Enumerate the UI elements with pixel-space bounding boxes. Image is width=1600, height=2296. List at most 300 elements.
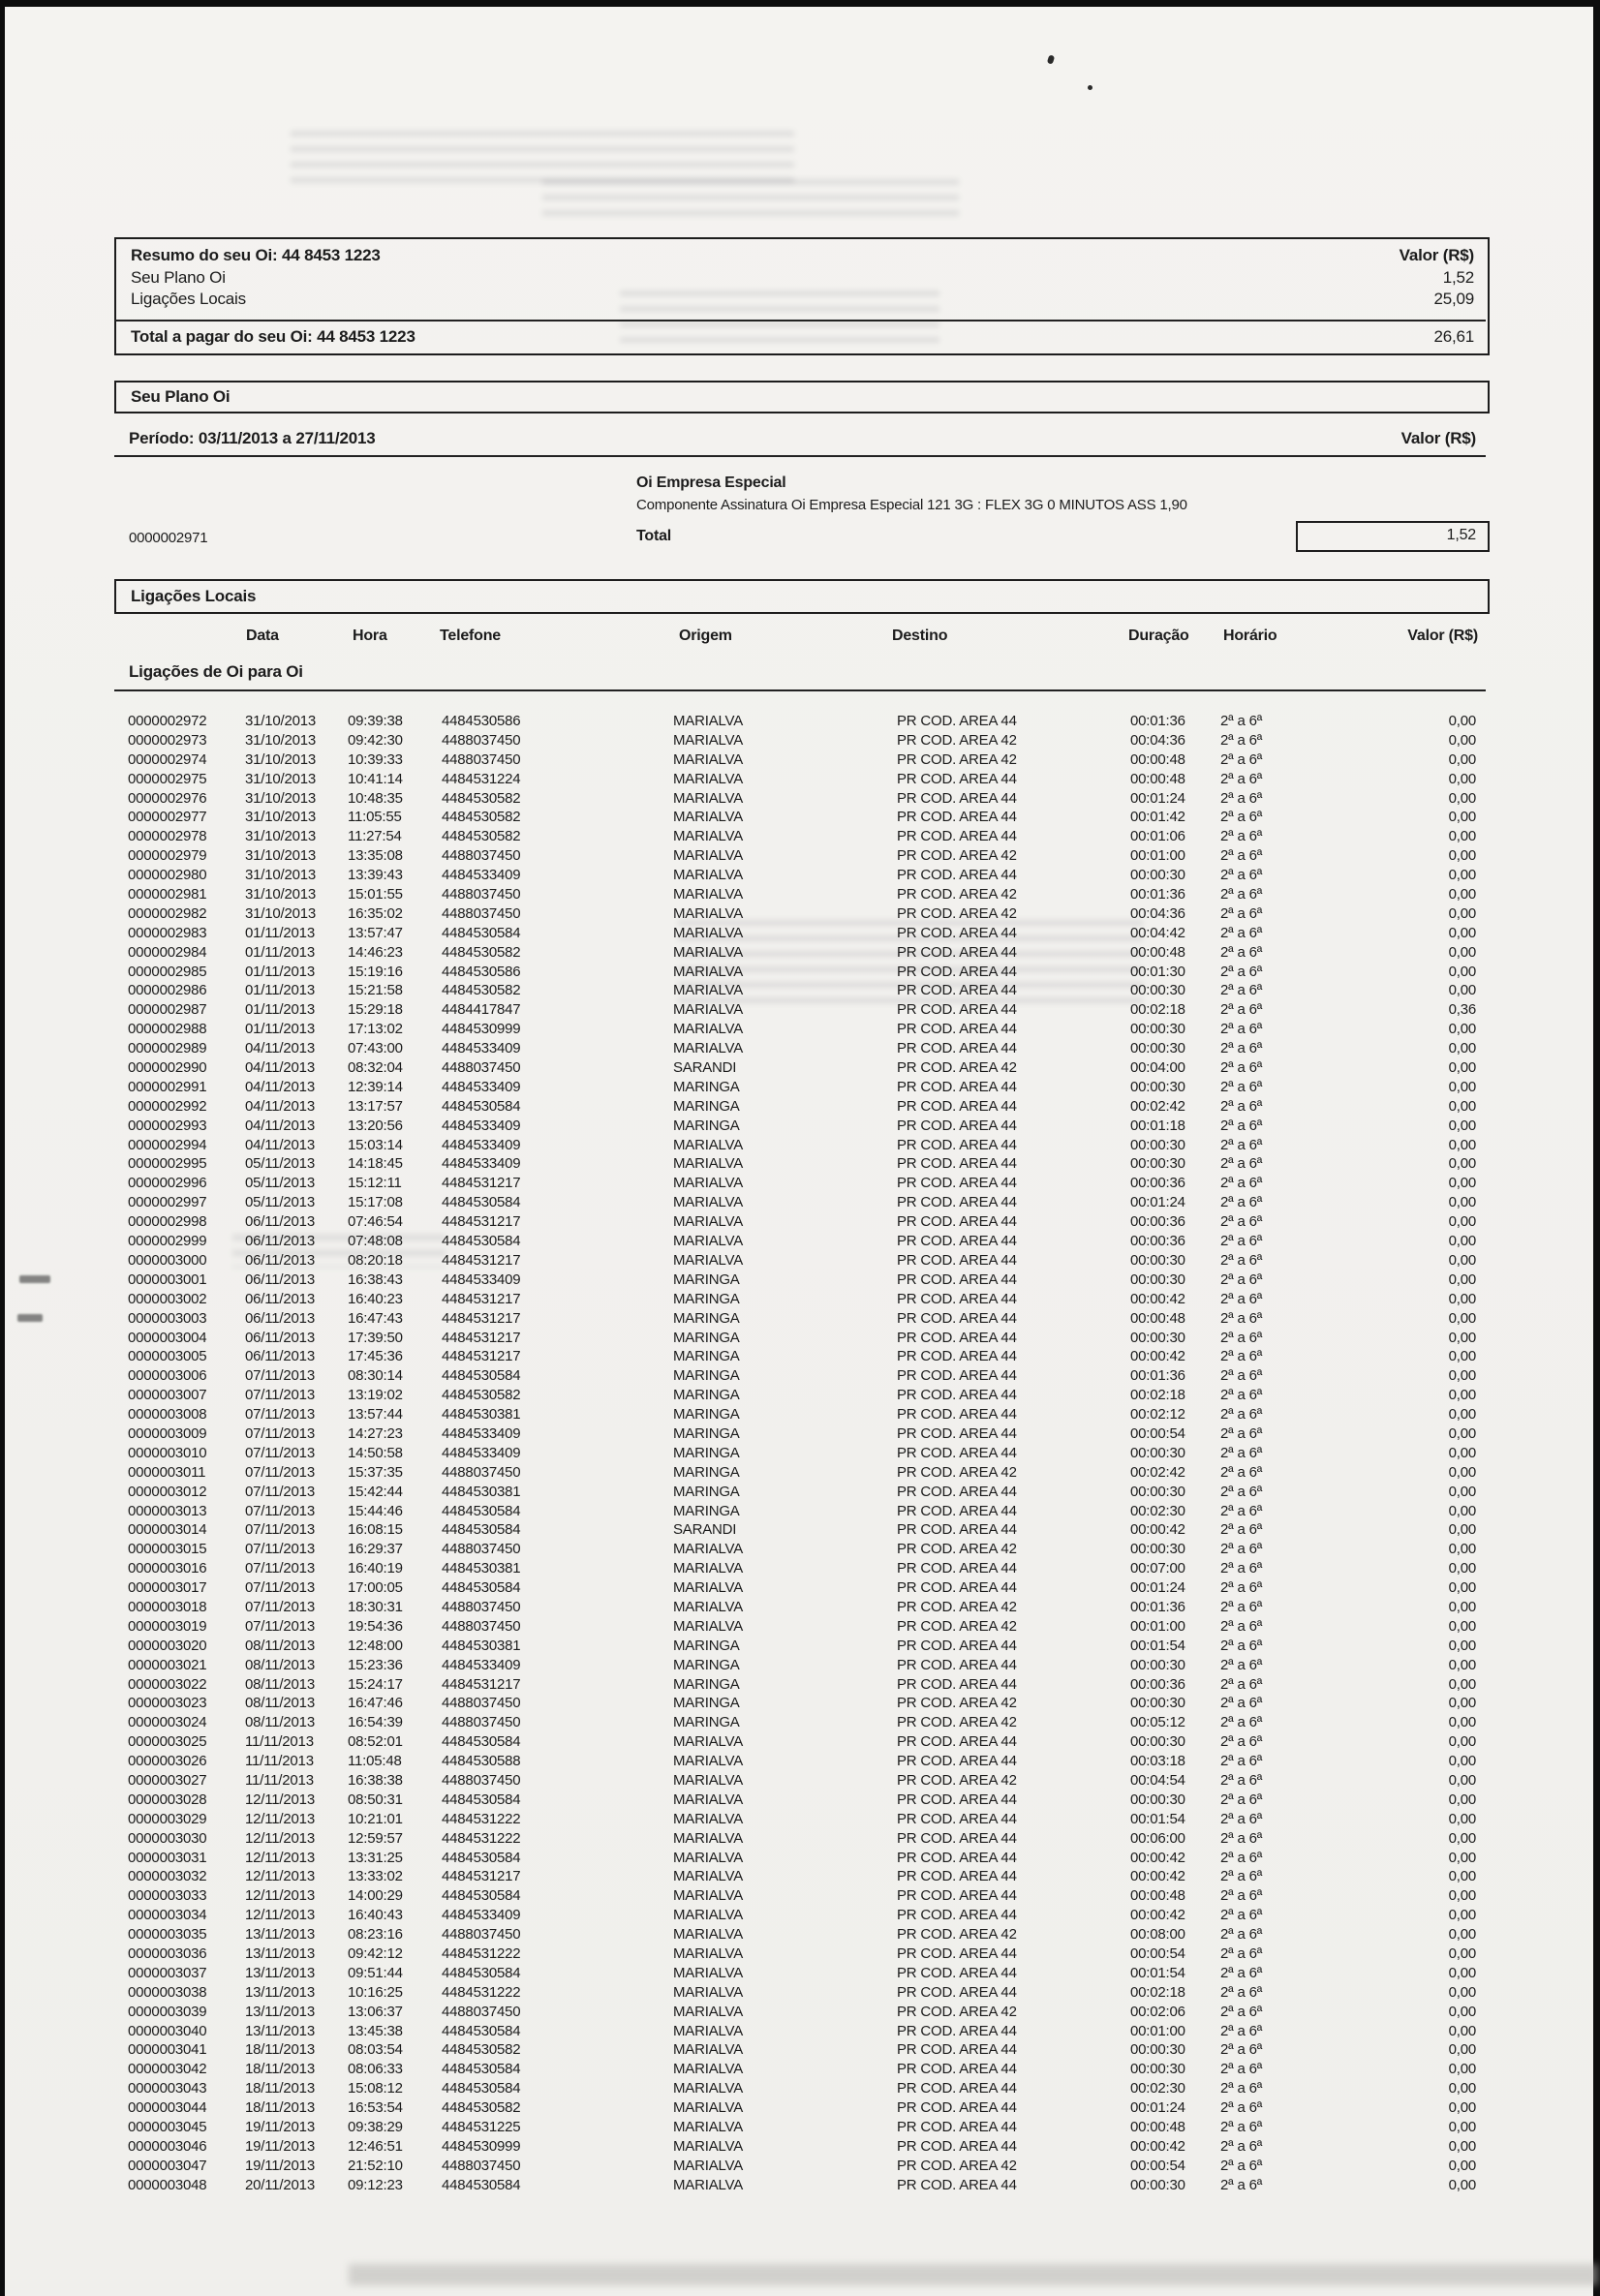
cell-destino: PR COD. AREA 42 (897, 1059, 1017, 1077)
cell-telefone: 4488037450 (442, 731, 521, 749)
cell-data: 12/11/2013 (245, 1868, 315, 1885)
cell-telefone: 4484533409 (442, 1270, 521, 1288)
cell-origem: MARINGA (673, 1444, 740, 1461)
cell-hora: 17:45:36 (348, 1348, 403, 1365)
cell-duracao: 00:00:30 (1130, 2061, 1185, 2078)
cell-horario: 2ª a 6ª (1220, 1155, 1263, 1173)
cell-horario: 2ª a 6ª (1220, 1097, 1263, 1115)
cell-duracao: 00:00:36 (1130, 1675, 1185, 1693)
cell-data: 07/11/2013 (245, 1521, 315, 1539)
cell-data: 13/11/2013 (245, 1983, 315, 2001)
cell-data: 07/11/2013 (245, 1560, 315, 1577)
cell-origem: MARINGA (673, 1270, 740, 1288)
cell-horario: 2ª a 6ª (1220, 1714, 1263, 1731)
plan-total-label: Total (636, 528, 672, 544)
cell-id: 0000003039 (128, 2003, 207, 2020)
cell-duracao: 00:00:30 (1130, 2041, 1185, 2059)
cell-duracao: 00:01:18 (1130, 1117, 1185, 1134)
cell-horario: 2ª a 6ª (1220, 1117, 1263, 1134)
cell-duracao: 00:02:18 (1130, 1001, 1185, 1019)
table-row (0, 1484, 1600, 1503)
cell-telefone: 4488037450 (442, 1771, 521, 1789)
cell-valor: 0,00 (1448, 828, 1476, 845)
cell-destino: PR COD. AREA 42 (897, 731, 1017, 749)
cell-horario: 2ª a 6ª (1220, 1983, 1263, 2001)
cell-id: 0000003028 (128, 1791, 207, 1808)
cell-id: 0000003013 (128, 1502, 207, 1519)
scan-edge-top (0, 0, 1600, 7)
cell-data: 05/11/2013 (245, 1194, 315, 1211)
cell-id: 0000003033 (128, 1887, 207, 1905)
cell-valor: 0,00 (1448, 2080, 1476, 2097)
cell-valor: 0,00 (1448, 1926, 1476, 1944)
cell-origem: MARINGA (673, 1078, 740, 1095)
cell-data: 11/11/2013 (245, 1753, 314, 1770)
cell-id: 0000003029 (128, 1810, 207, 1827)
table-row (0, 1021, 1600, 1040)
cell-horario: 2ª a 6ª (1220, 1444, 1263, 1461)
cell-hora: 07:46:54 (348, 1213, 403, 1231)
cell-destino: PR COD. AREA 42 (897, 2157, 1017, 2174)
cell-telefone: 4484531217 (442, 1251, 521, 1269)
cell-telefone: 4484530584 (442, 1521, 521, 1539)
cell-horario: 2ª a 6ª (1220, 1771, 1263, 1789)
cell-destino: PR COD. AREA 44 (897, 1483, 1017, 1500)
cell-telefone: 4484417847 (442, 1001, 521, 1019)
cell-hora: 15:08:12 (348, 2080, 403, 2097)
table-row (0, 1503, 1600, 1522)
cell-duracao: 00:01:24 (1130, 2099, 1185, 2117)
cell-origem: MARIALVA (673, 1579, 744, 1597)
cell-valor: 0,00 (1448, 1136, 1476, 1153)
cell-horario: 2ª a 6ª (1220, 770, 1263, 787)
table-row (0, 1464, 1600, 1484)
cell-data: 06/11/2013 (245, 1233, 315, 1250)
cell-data: 07/11/2013 (245, 1617, 315, 1635)
cell-origem: MARIALVA (673, 1849, 744, 1866)
cell-id: 0000003036 (128, 1945, 207, 1962)
cell-telefone: 4484533409 (442, 1907, 521, 1924)
cell-destino: PR COD. AREA 44 (897, 1444, 1017, 1461)
cell-valor: 0,00 (1448, 982, 1476, 999)
plan-item-id: 0000002971 (129, 530, 208, 546)
bleed-through-artifact (349, 2264, 1598, 2285)
cell-valor: 0,00 (1448, 1309, 1476, 1327)
cell-hora: 13:20:56 (348, 1117, 403, 1134)
cell-telefone: 4484531217 (442, 1868, 521, 1885)
cell-valor: 0,00 (1448, 1040, 1476, 1057)
table-row (0, 1560, 1600, 1579)
cell-id: 0000003003 (128, 1309, 207, 1327)
ligacoes-section-title: Ligações Locais (131, 587, 257, 605)
cell-destino: PR COD. AREA 44 (897, 713, 1017, 729)
cell-origem: MARIALVA (673, 1175, 744, 1192)
cell-destino: PR COD. AREA 42 (897, 750, 1017, 768)
cell-destino: PR COD. AREA 44 (897, 2137, 1017, 2155)
table-row (0, 1638, 1600, 1657)
cell-destino: PR COD. AREA 44 (897, 943, 1017, 961)
cell-telefone: 4484531222 (442, 1945, 521, 1962)
cell-valor: 0,00 (1448, 1675, 1476, 1693)
cell-id: 0000003020 (128, 1637, 207, 1654)
cell-destino: PR COD. AREA 44 (897, 1406, 1017, 1424)
cell-telefone: 4484530999 (442, 2137, 521, 2155)
cell-origem: MARIALVA (673, 2176, 744, 2193)
cell-hora: 12:48:00 (348, 1637, 403, 1654)
cell-telefone: 4484531217 (442, 1213, 521, 1231)
cell-telefone: 4484530584 (442, 1233, 521, 1250)
cell-hora: 09:12:23 (348, 2176, 403, 2193)
cell-telefone: 4484531217 (442, 1175, 521, 1192)
cell-data: 18/11/2013 (245, 2041, 315, 2059)
cell-horario: 2ª a 6ª (1220, 886, 1263, 903)
cell-destino: PR COD. AREA 42 (897, 904, 1017, 922)
table-row (0, 2004, 1600, 2023)
cell-horario: 2ª a 6ª (1220, 789, 1263, 807)
cell-origem: MARIALVA (673, 1541, 744, 1558)
cell-data: 08/11/2013 (245, 1714, 315, 1731)
cell-origem: MARIALVA (673, 1907, 744, 1924)
cell-valor: 0,00 (1448, 1560, 1476, 1577)
cell-valor: 0,00 (1448, 1695, 1476, 1712)
cell-duracao: 00:06:00 (1130, 1829, 1185, 1847)
cell-id: 0000002991 (128, 1078, 207, 1095)
cell-data: 12/11/2013 (245, 1791, 315, 1808)
table-row (0, 1425, 1600, 1445)
cell-telefone: 4484530381 (442, 1406, 521, 1424)
cell-duracao: 00:02:18 (1130, 1983, 1185, 2001)
cell-id: 0000003004 (128, 1329, 207, 1346)
cell-telefone: 4488037450 (442, 886, 521, 903)
cell-horario: 2ª a 6ª (1220, 1175, 1263, 1192)
cell-origem: MARIALVA (673, 1560, 744, 1577)
cell-duracao: 00:04:54 (1130, 1771, 1185, 1789)
cell-destino: PR COD. AREA 42 (897, 1541, 1017, 1558)
cell-data: 13/11/2013 (245, 1926, 315, 1944)
cell-duracao: 00:01:00 (1130, 2022, 1185, 2039)
cell-horario: 2ª a 6ª (1220, 943, 1263, 961)
cell-horario: 2ª a 6ª (1220, 828, 1263, 845)
cell-hora: 16:54:39 (348, 1714, 403, 1731)
cell-hora: 13:17:57 (348, 1097, 403, 1115)
cell-valor: 0,00 (1448, 904, 1476, 922)
cell-horario: 2ª a 6ª (1220, 1136, 1263, 1153)
cell-telefone: 4484531224 (442, 770, 521, 787)
plan-name: Oi Empresa Especial (636, 475, 786, 491)
cell-telefone: 4484530381 (442, 1483, 521, 1500)
cell-duracao: 00:00:36 (1130, 1233, 1185, 1250)
cell-destino: PR COD. AREA 44 (897, 1309, 1017, 1327)
cell-origem: MARIALVA (673, 963, 744, 980)
cell-id: 0000003021 (128, 1656, 207, 1673)
cell-data: 07/11/2013 (245, 1579, 315, 1597)
cell-id: 0000003044 (128, 2099, 207, 2117)
cell-duracao: 00:00:48 (1130, 770, 1185, 787)
cell-data: 07/11/2013 (245, 1387, 315, 1404)
cell-horario: 2ª a 6ª (1220, 904, 1263, 922)
cell-telefone: 4484530381 (442, 1560, 521, 1577)
cell-id: 0000003024 (128, 1714, 207, 1731)
table-row (0, 2177, 1600, 2196)
cell-hora: 15:37:35 (348, 1463, 403, 1481)
cell-destino: PR COD. AREA 42 (897, 1598, 1017, 1615)
cell-destino: PR COD. AREA 44 (897, 982, 1017, 999)
cell-telefone: 4484530584 (442, 1097, 521, 1115)
cell-duracao: 00:02:30 (1130, 1502, 1185, 1519)
cell-hora: 16:29:37 (348, 1541, 403, 1558)
cell-origem: MARIALVA (673, 1251, 744, 1269)
cell-valor: 0,00 (1448, 1175, 1476, 1192)
cell-destino: PR COD. AREA 44 (897, 1387, 1017, 1404)
cell-hora: 14:50:58 (348, 1444, 403, 1461)
cell-data: 31/10/2013 (245, 750, 317, 768)
cell-valor: 0,00 (1448, 1829, 1476, 1847)
cell-data: 12/11/2013 (245, 1849, 315, 1866)
cell-id: 0000003042 (128, 2061, 207, 2078)
cell-origem: MARIALVA (673, 789, 744, 807)
cell-duracao: 00:00:30 (1130, 1656, 1185, 1673)
cell-duracao: 00:04:36 (1130, 731, 1185, 749)
cell-data: 01/11/2013 (245, 1021, 315, 1038)
cell-data: 08/11/2013 (245, 1675, 315, 1693)
cell-data: 13/11/2013 (245, 1964, 315, 1981)
cell-valor: 0,00 (1448, 1541, 1476, 1558)
cell-destino: PR COD. AREA 44 (897, 1097, 1017, 1115)
cell-valor: 0,00 (1448, 1810, 1476, 1827)
cell-duracao: 00:00:30 (1130, 1155, 1185, 1173)
cell-horario: 2ª a 6ª (1220, 847, 1263, 865)
cell-data: 04/11/2013 (245, 1136, 315, 1153)
col-header-destino: Destino (892, 628, 948, 644)
cell-id: 0000003040 (128, 2022, 207, 2039)
cell-id: 0000003019 (128, 1617, 207, 1635)
cell-duracao: 00:07:00 (1130, 1560, 1185, 1577)
cell-id: 0000003027 (128, 1771, 207, 1789)
cell-data: 12/11/2013 (245, 1907, 315, 1924)
cell-data: 06/11/2013 (245, 1251, 315, 1269)
cell-hora: 13:45:38 (348, 2022, 403, 2039)
cell-valor: 0,00 (1448, 963, 1476, 980)
cell-horario: 2ª a 6ª (1220, 1251, 1263, 1269)
cell-data: 01/11/2013 (245, 1001, 315, 1019)
cell-telefone: 4484531217 (442, 1348, 521, 1365)
cell-origem: MARIALVA (673, 2061, 744, 2078)
table-row (0, 1811, 1600, 1830)
cell-valor: 0,00 (1448, 886, 1476, 903)
cell-origem: MARIALVA (673, 2119, 744, 2136)
cell-horario: 2ª a 6ª (1220, 1021, 1263, 1038)
cell-horario: 2ª a 6ª (1220, 1406, 1263, 1424)
cell-destino: PR COD. AREA 44 (897, 1733, 1017, 1751)
cell-horario: 2ª a 6ª (1220, 1560, 1263, 1577)
cell-duracao: 00:01:54 (1130, 1964, 1185, 1981)
cell-telefone: 4484533409 (442, 1078, 521, 1095)
cell-id: 0000003026 (128, 1753, 207, 1770)
cell-valor: 0,00 (1448, 750, 1476, 768)
cell-id: 0000003009 (128, 1424, 207, 1442)
table-row (0, 1657, 1600, 1676)
cell-data: 06/11/2013 (245, 1270, 315, 1288)
cell-data: 06/11/2013 (245, 1309, 315, 1327)
cell-duracao: 00:00:30 (1130, 1733, 1185, 1751)
cell-duracao: 00:02:42 (1130, 1097, 1185, 1115)
cell-valor: 0,00 (1448, 1637, 1476, 1654)
cell-id: 0000002993 (128, 1117, 207, 1134)
cell-origem: MARINGA (673, 1117, 740, 1134)
resumo-line-value: 25,09 (1433, 290, 1474, 308)
cell-valor: 0,00 (1448, 1406, 1476, 1424)
cell-destino: PR COD. AREA 44 (897, 1656, 1017, 1673)
cell-duracao: 00:04:42 (1130, 924, 1185, 941)
cell-duracao: 00:01:06 (1130, 828, 1185, 845)
table-row (0, 790, 1600, 810)
cell-horario: 2ª a 6ª (1220, 1695, 1263, 1712)
cell-horario: 2ª a 6ª (1220, 1424, 1263, 1442)
cell-origem: MARIALVA (673, 1213, 744, 1231)
cell-origem: MARINGA (673, 1348, 740, 1365)
cell-valor: 0,00 (1448, 1849, 1476, 1866)
cell-telefone: 4484530381 (442, 1637, 521, 1654)
table-row (0, 809, 1600, 828)
cell-valor: 0,00 (1448, 943, 1476, 961)
cell-horario: 2ª a 6ª (1220, 1194, 1263, 1211)
cell-valor: 0,00 (1448, 847, 1476, 865)
cell-hora: 11:05:55 (348, 809, 402, 826)
cell-origem: MARINGA (673, 1695, 740, 1712)
cell-origem: MARIALVA (673, 1001, 744, 1019)
cell-telefone: 4484531222 (442, 1983, 521, 2001)
cell-valor: 0,00 (1448, 1367, 1476, 1385)
cell-horario: 2ª a 6ª (1220, 2022, 1263, 2039)
cell-destino: PR COD. AREA 42 (897, 1771, 1017, 1789)
cell-horario: 2ª a 6ª (1220, 1521, 1263, 1539)
cell-id: 0000003007 (128, 1387, 207, 1404)
cell-duracao: 00:00:42 (1130, 1521, 1185, 1539)
cell-data: 07/11/2013 (245, 1541, 315, 1558)
cell-valor: 0,00 (1448, 867, 1476, 884)
cell-hora: 14:00:29 (348, 1887, 403, 1905)
cell-id: 0000002975 (128, 770, 207, 787)
cell-telefone: 4484530582 (442, 1387, 521, 1404)
cell-hora: 17:39:50 (348, 1329, 403, 1346)
cell-hora: 08:30:14 (348, 1367, 403, 1385)
cell-telefone: 4484530584 (442, 1194, 521, 1211)
cell-horario: 2ª a 6ª (1220, 1233, 1263, 1250)
cell-data: 31/10/2013 (245, 867, 317, 884)
cell-horario: 2ª a 6ª (1220, 1541, 1263, 1558)
cell-hora: 15:24:17 (348, 1675, 403, 1693)
cell-hora: 13:57:44 (348, 1406, 403, 1424)
cell-duracao: 00:00:48 (1130, 2119, 1185, 2136)
cell-valor: 0,00 (1448, 2041, 1476, 2059)
cell-valor: 0,00 (1448, 1656, 1476, 1673)
periodo-label: Período: 03/11/2013 a 27/11/2013 (129, 429, 376, 447)
cell-telefone: 4488037450 (442, 1598, 521, 1615)
cell-duracao: 00:02:30 (1130, 2080, 1185, 2097)
cell-origem: MARIALVA (673, 1040, 744, 1057)
cell-horario: 2ª a 6ª (1220, 1753, 1263, 1770)
cell-data: 05/11/2013 (245, 1155, 315, 1173)
cell-hora: 13:57:47 (348, 924, 403, 941)
cell-id: 0000003023 (128, 1695, 207, 1712)
cell-telefone: 4484530584 (442, 924, 521, 941)
cell-data: 04/11/2013 (245, 1097, 315, 1115)
resumo-line-value: 1,52 (1442, 268, 1474, 287)
table-row (0, 1521, 1600, 1541)
cell-origem: MARIALVA (673, 1021, 744, 1038)
cell-hora: 13:06:37 (348, 2003, 403, 2020)
cell-horario: 2ª a 6ª (1220, 1309, 1263, 1327)
cell-horario: 2ª a 6ª (1220, 2119, 1263, 2136)
col-header-origem: Origem (679, 628, 732, 644)
cell-telefone: 4484533409 (442, 1040, 521, 1057)
cell-id: 0000003034 (128, 1907, 207, 1924)
cell-duracao: 00:05:12 (1130, 1714, 1185, 1731)
cell-duracao: 00:01:00 (1130, 847, 1185, 865)
table-row (0, 771, 1600, 790)
cell-duracao: 00:01:36 (1130, 713, 1185, 729)
cell-hora: 10:41:14 (348, 770, 403, 787)
cell-valor: 0,00 (1448, 1194, 1476, 1211)
cell-duracao: 00:00:30 (1130, 867, 1185, 884)
cell-duracao: 00:00:54 (1130, 1424, 1185, 1442)
cell-duracao: 00:00:36 (1130, 1213, 1185, 1231)
cell-duracao: 00:00:30 (1130, 1791, 1185, 1808)
cell-valor: 0,00 (1448, 1483, 1476, 1500)
cell-hora: 09:51:44 (348, 1964, 403, 1981)
cell-hora: 09:39:38 (348, 713, 403, 729)
cell-hora: 18:30:31 (348, 1598, 403, 1615)
cell-data: 07/11/2013 (245, 1444, 315, 1461)
cell-data: 31/10/2013 (245, 847, 317, 865)
table-row (0, 1348, 1600, 1367)
cell-valor: 0,00 (1448, 2119, 1476, 2136)
cell-id: 0000002973 (128, 731, 207, 749)
cell-horario: 2ª a 6ª (1220, 1675, 1263, 1693)
cell-duracao: 00:04:00 (1130, 1059, 1185, 1077)
table-row (0, 905, 1600, 925)
cell-data: 18/11/2013 (245, 2099, 315, 2117)
cell-horario: 2ª a 6ª (1220, 1579, 1263, 1597)
cell-telefone: 4488037450 (442, 1463, 521, 1481)
table-row (0, 1714, 1600, 1733)
table-row (0, 1926, 1600, 1945)
cell-telefone: 4484531217 (442, 1675, 521, 1693)
cell-id: 0000003038 (128, 1983, 207, 2001)
table-row (0, 1213, 1600, 1233)
cell-id: 0000003001 (128, 1270, 207, 1288)
table-row (0, 2041, 1600, 2061)
cell-duracao: 00:00:30 (1130, 1270, 1185, 1288)
cell-valor: 0,00 (1448, 1714, 1476, 1731)
cell-id: 0000003010 (128, 1444, 207, 1461)
cell-data: 01/11/2013 (245, 943, 315, 961)
cell-origem: MARINGA (673, 1309, 740, 1327)
cell-id: 0000003022 (128, 1675, 207, 1693)
cell-telefone: 4484530584 (442, 1887, 521, 1905)
cell-hora: 09:38:29 (348, 2119, 403, 2136)
cell-origem: SARANDI (673, 1059, 737, 1077)
cell-origem: MARIALVA (673, 943, 744, 961)
cell-destino: PR COD. AREA 44 (897, 2176, 1017, 2193)
cell-telefone: 4488037450 (442, 1617, 521, 1635)
cell-data: 31/10/2013 (245, 828, 317, 845)
cell-hora: 08:52:01 (348, 1733, 403, 1751)
cell-duracao: 00:01:36 (1130, 1598, 1185, 1615)
cell-hora: 08:03:54 (348, 2041, 403, 2059)
cell-data: 04/11/2013 (245, 1078, 315, 1095)
cell-telefone: 4488037450 (442, 750, 521, 768)
